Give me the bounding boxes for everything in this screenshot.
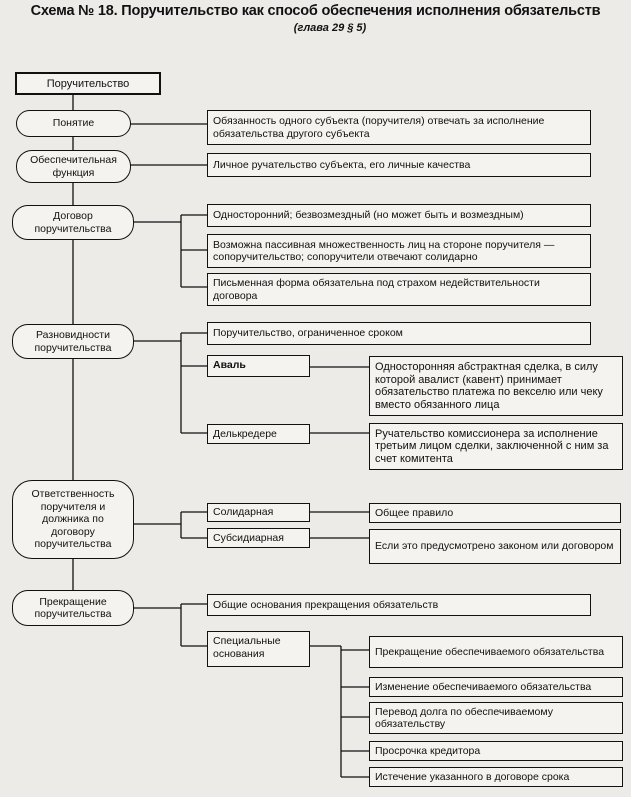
otvetstvennost-solidarnaya: Солидарная: [207, 503, 310, 522]
subsidiarnaya-definition: Если это предусмотрено законом или договором: [369, 529, 621, 564]
raznovidnosti-aval: Аваль: [207, 355, 310, 377]
root-node: Поручительство: [15, 72, 161, 95]
category-raznovidnosti: Разновидности поручительства: [12, 324, 134, 359]
dogovor-item-1: Односторонний; безвозмездный (но может быть и возмездным): [207, 204, 591, 227]
special-basis-3: Перевод долга по обеспечиваемому обязательству: [369, 702, 623, 734]
raznovidnosti-delkredere: Делькредере: [207, 424, 310, 444]
solidarnaya-definition: Общее правило: [369, 503, 621, 523]
category-ponyatie: Понятие: [16, 110, 131, 137]
prekrashchenie-general: Общие основания прекращения обязательств: [207, 594, 591, 616]
special-basis-1: Прекращение обеспечиваемого обязательства: [369, 636, 623, 668]
delkredere-definition: Ручательство комиссионера за исполнение третьим лицом сделки, заключенной с ним за счет комитента: [369, 423, 623, 470]
page-title: Схема № 18. Поручительство как способ обеспечения исполнения обязательств: [30, 3, 601, 19]
category-prekrashchenie: Прекращение поручительства: [12, 590, 134, 626]
category-funkciya: Обеспечительная функция: [16, 150, 131, 183]
prekrashchenie-special: Специальные основания: [207, 631, 310, 667]
dogovor-item-3: Письменная форма обязательна под страхом недействительности договора: [207, 273, 591, 306]
category-dogovor: Договор поручительства: [12, 205, 134, 240]
category-otvetstvennost: Ответственность поручителя и должника по договору поручительства: [12, 480, 134, 559]
page-subtitle: (глава 29 § 5): [293, 22, 367, 34]
raznovidnosti-limited: Поручительство, ограниченное сроком: [207, 322, 591, 345]
special-basis-2: Изменение обеспечиваемого обязательства: [369, 677, 623, 697]
special-basis-4: Просрочка кредитора: [369, 741, 623, 761]
funkciya-definition: Личное ручательство субъекта, его личные качества: [207, 153, 591, 177]
otvetstvennost-subsidiarnaya: Субсидиарная: [207, 528, 310, 548]
special-basis-5: Истечение указанного в договоре срока: [369, 767, 623, 787]
aval-definition: Односторонняя абстрактная сделка, в силу которой авалист (кавент) принимает обязательство платежа по векселю или чеку вместо обязанного лица: [369, 356, 623, 416]
ponyatie-definition: Обязанность одного субъекта (поручителя) отвечать за исполнение обязательства другого субъекта: [207, 110, 591, 145]
dogovor-item-2: Возможна пассивная множественность лиц на стороне поручителя — сопоручительство; сопоручители отвечают солидарно: [207, 234, 591, 268]
